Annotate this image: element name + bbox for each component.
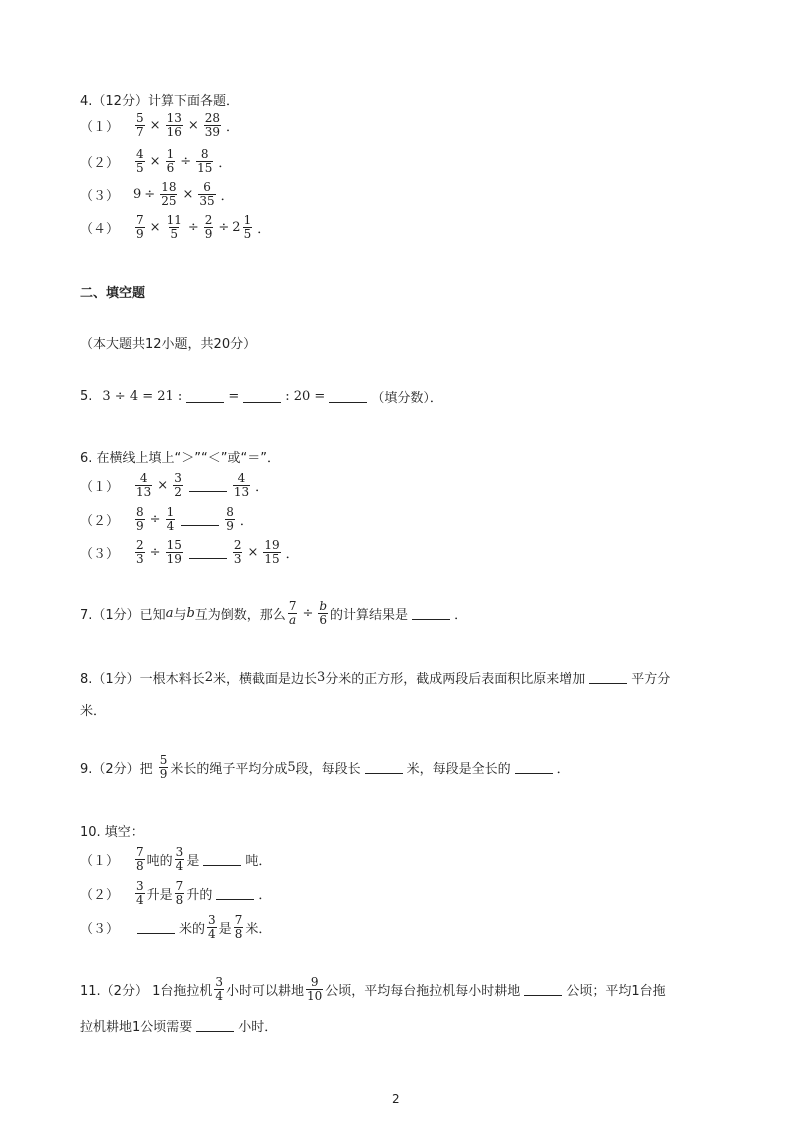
q11-line2: 拉机耕地1公顷需要 小时． <box>80 1020 278 1035</box>
q10-item-1: （１） $\frac{7}{8}$ 吨的 $\frac{3}{4}$ 是 吨． <box>80 845 272 873</box>
q6-item-2: （２） $\frac{8}{9}$ ÷ $\frac{1}{4}$ $\frac{8}{9}$ ． <box>80 505 253 533</box>
answer-blank[interactable] <box>189 479 227 492</box>
q4-sub-1: （１） <box>80 120 120 135</box>
answer-blank[interactable] <box>412 607 450 620</box>
q8-line2: 米． <box>80 704 107 719</box>
q8: 8.（1分）一根木料长 2 米，横截面是边长 3 分米的正方形，截成两段后表面积比原来增加 平方分 <box>80 670 671 687</box>
q7: 7.（1分）已知 a 与 b 互为倒数，那么 $\frac{7}{a}$ ÷ $\frac{b}{6}$ 的计算结果是 ． <box>80 599 468 627</box>
page-number: 2 <box>392 1092 400 1106</box>
q4-item-3: （３） 9 ÷ $\frac{18}{25}$ × $\frac{6}{35}$ ． <box>80 180 234 208</box>
answer-blank[interactable] <box>243 390 281 403</box>
q4-item-1: （１） $\frac{5}{7}$ × $\frac{13}{16}$ × $\frac{28}{39}$ ． <box>80 111 240 139</box>
answer-blank[interactable] <box>216 887 254 900</box>
answer-blank[interactable] <box>515 761 553 774</box>
answer-blank[interactable] <box>524 983 562 996</box>
answer-blank[interactable] <box>589 671 627 684</box>
q6-item-1: （１） $\frac{4}{13}$ × $\frac{3}{2}$ $\frac{4}{13}$ ． <box>80 471 269 499</box>
answer-blank[interactable] <box>189 546 227 559</box>
answer-blank[interactable] <box>329 390 367 403</box>
section-note: （本大题共12小题，共20分） <box>80 337 257 352</box>
q4-lead: 4.（12分）计算下面各题． <box>80 94 239 109</box>
fraction: $\frac{5}{7}$ <box>136 111 144 139</box>
q11: 11.（2分） 1台拖拉机 $\frac{3}{4}$ 小时可以耕地 $\frac{9}{10}$ 公顷，平均每台拖拉机每小时耕地 公顷；平均1台拖 <box>80 975 666 1003</box>
answer-blank[interactable] <box>365 761 403 774</box>
section-title: 二、填空题 <box>80 286 146 301</box>
q10-item-3: （３） 米的 $\frac{3}{4}$ 是 $\frac{7}{8}$ 米． <box>80 913 272 941</box>
q10-lead: 10. 填空： <box>80 825 144 840</box>
q6-lead: 6. 在横线上填上“＞”“＜”或“＝”． <box>80 451 280 466</box>
q4-item-4: （４） $\frac{7}{9}$ × $\frac{11}{5}$ ÷ $\frac{2}{9}$ ÷ 2 $\frac{1}{5}$ ． <box>80 213 271 241</box>
answer-blank[interactable] <box>181 513 219 526</box>
q6-item-3: （３） $\frac{2}{3}$ ÷ $\frac{15}{19}$ $\frac{2}{3}$ × $\frac{19}{15}$ ． <box>80 538 299 566</box>
q9: 9.（2分）把 $\frac{5}{9}$ 米长的绳子平均分成 5 段，每段长 米，每段是全长的 ． <box>80 753 570 781</box>
answer-blank[interactable] <box>203 853 241 866</box>
q10-item-2: （２） $\frac{3}{4}$ 升是 $\frac{7}{8}$ 升的 ． <box>80 879 272 907</box>
q5: 5. 3 ÷ 4 = 21 : = : 20 = （填分数）． <box>80 389 443 406</box>
answer-blank[interactable] <box>137 921 175 934</box>
fraction: $\frac{28}{39}$ <box>204 111 221 139</box>
q4-item-2: （２） $\frac{4}{5}$ × $\frac{1}{6}$ ÷ $\frac{8}{15}$ ． <box>80 147 232 175</box>
fraction: $\frac{13}{16}$ <box>166 111 182 139</box>
answer-blank[interactable] <box>196 1019 234 1032</box>
answer-blank[interactable] <box>186 390 224 403</box>
